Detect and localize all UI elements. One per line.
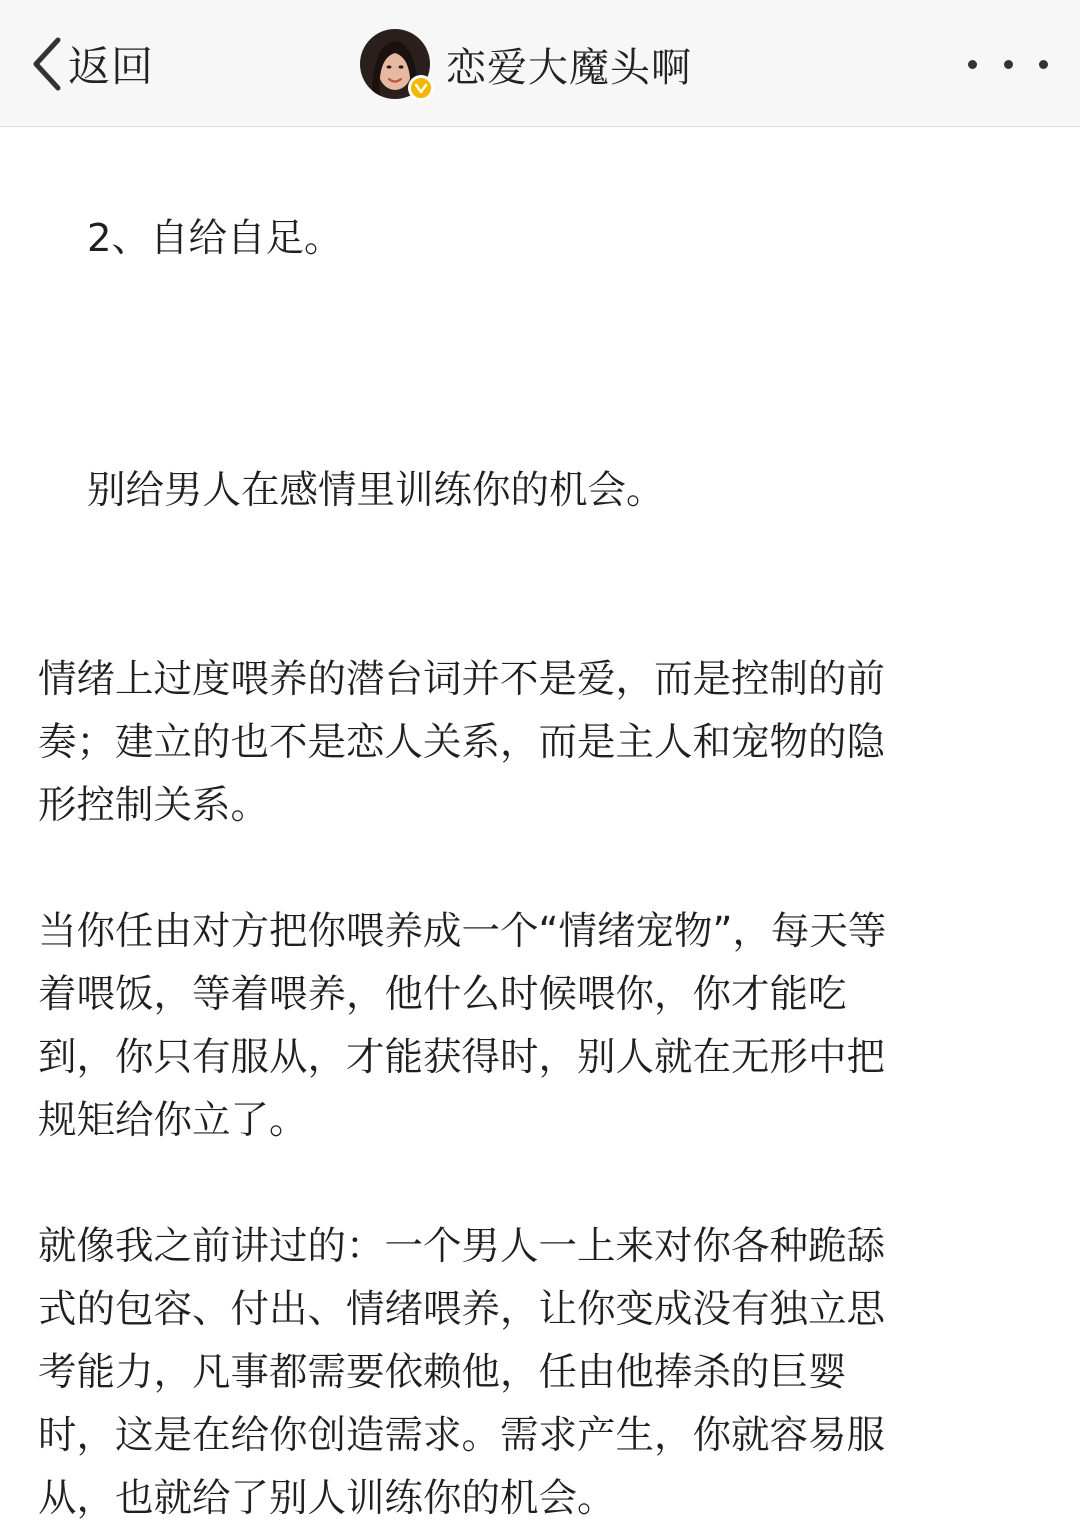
text-line: 到，你只有服从，才能获得时，别人就在无形中把 xyxy=(38,1035,886,1080)
text-line: 情绪上过度喂养的潜台词并不是爱，而是控制的前 xyxy=(38,657,886,702)
top-navigation-bar xyxy=(0,0,1080,127)
paragraph xyxy=(38,900,1048,1152)
paragraph xyxy=(38,396,1048,585)
text-line: 奏；建立的也不是恋人关系，而是主人和宠物的隐 xyxy=(38,720,886,765)
article-body xyxy=(38,144,1048,1530)
paragraph xyxy=(38,144,1048,333)
back-button[interactable] xyxy=(28,30,154,98)
text-line: 形控制关系。 xyxy=(38,783,270,828)
chevron-left-icon xyxy=(28,34,64,94)
text-line: 从，也就给了别人训练你的机会。 xyxy=(38,1476,616,1521)
paragraph xyxy=(38,648,1048,837)
more-options-button[interactable] xyxy=(968,48,1048,80)
paragraph xyxy=(38,1215,1048,1530)
text-line: 时，这是在给你创造需求。需求产生，你就容易服 xyxy=(38,1413,886,1458)
profile-name[interactable]: 恋爱大魔头啊 xyxy=(446,44,692,91)
text-line: 着喂饭，等着喂养，他什么时候喂你，你才能吃 xyxy=(38,972,847,1017)
text-line: 规矩给你立了。 xyxy=(38,1098,308,1143)
verified-badge-icon xyxy=(408,75,434,101)
text-line: 式的包容、付出、情绪喂养，让你变成没有独立思 xyxy=(38,1287,886,1332)
text-line: 当你任由对方把你喂养成一个“情绪宠物”，每天等 xyxy=(38,909,887,954)
text-line: 别给男人在感情里训练你的机会。 xyxy=(86,468,665,513)
more-horizontal-icon xyxy=(968,60,977,69)
avatar[interactable] xyxy=(360,29,430,99)
text-line: 考能力，凡事都需要依赖他，任由他捧杀的巨婴 xyxy=(38,1350,847,1395)
back-label: 返回 xyxy=(68,42,155,91)
profile-header[interactable] xyxy=(360,28,692,100)
text-line: 就像我之前讲过的：一个男人一上来对你各种跪舔 xyxy=(38,1224,886,1269)
text-line: 2、自给自足。 xyxy=(86,216,343,261)
